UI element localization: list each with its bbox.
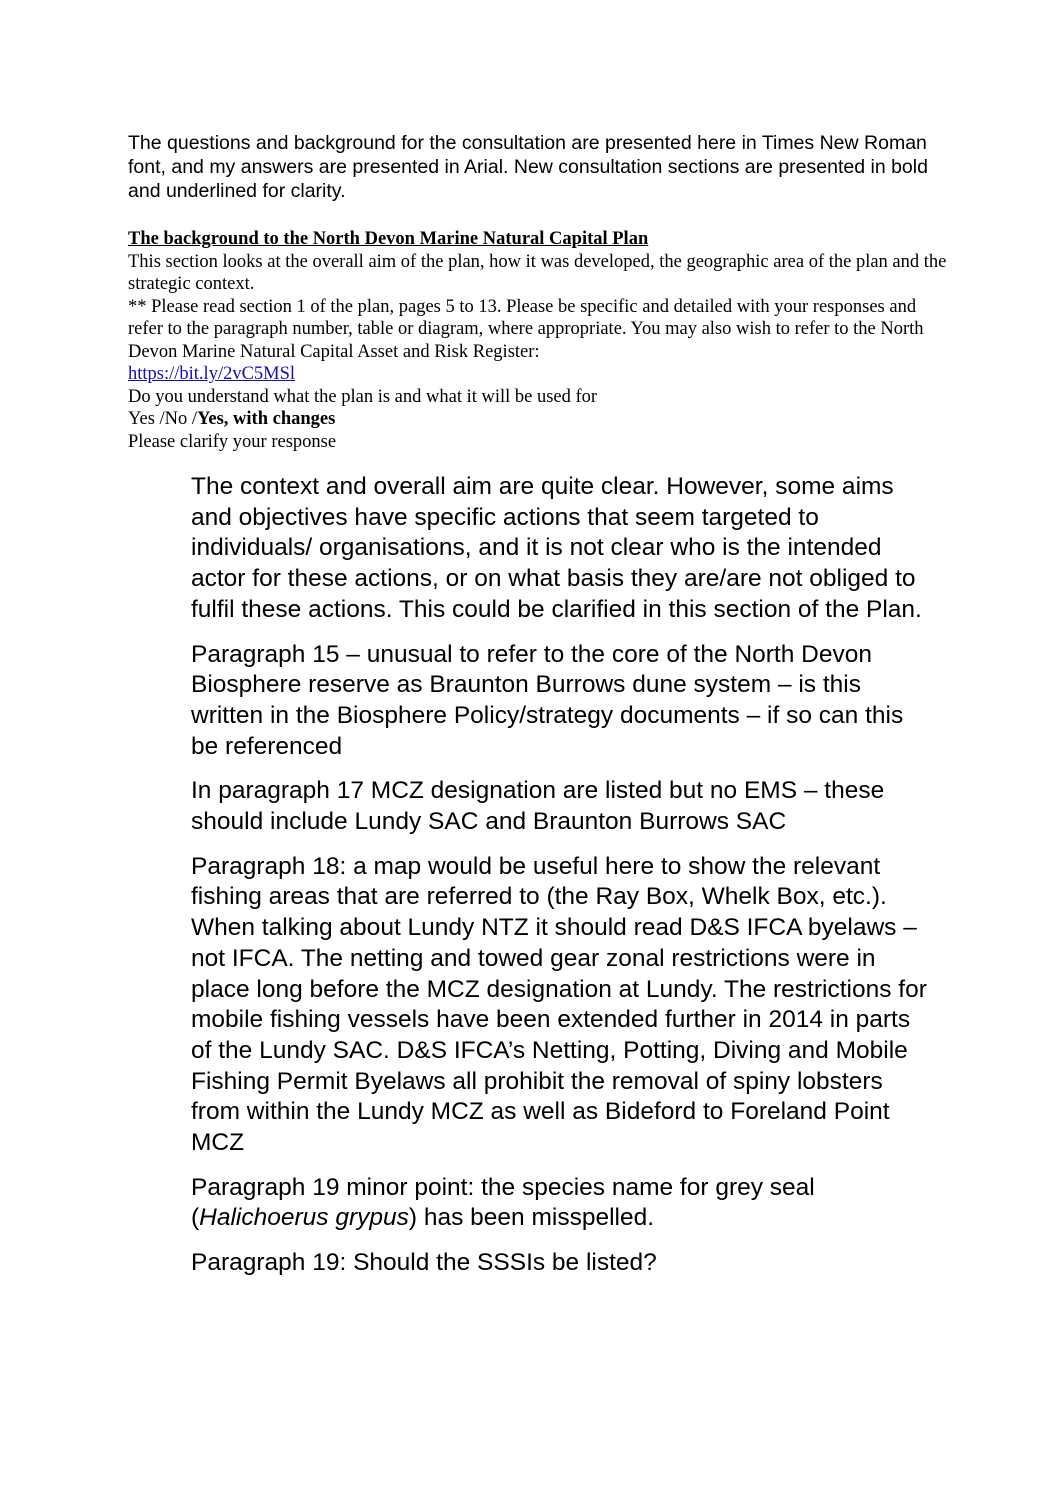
section-question: Do you understand what the plan is and what it will be used for [128, 386, 598, 407]
answer-paragraph-15: Paragraph 15 – unusual to refer to the core of the North Devon Biosphere reserve as Braunton Burrows dune system – is this written in the Biosphere Policy/strategy documents – if so can this be referenced [191, 640, 904, 760]
answer-options-plain: Yes /No / [128, 409, 198, 429]
answer-paragraph-19-sssi: Paragraph 19: Should the SSSIs be listed? [191, 1249, 657, 1277]
answer-paragraph-17: In paragraph 17 MCZ designation are listed but no EMS – these should include Lundy SAC and Braunton Burrows SAC [191, 777, 885, 836]
register-link[interactable]: https://bit.ly/2vC5MSl [128, 364, 296, 384]
response-answers [191, 472, 931, 1293]
intro-paragraph: The questions and background for the consultation are presented here in Times New Roman font, and my answers are presented in Arial. New consultation sections are presented in bold and underlined for clarity. [128, 132, 928, 202]
section-instruction: ** Please read section 1 of the plan, pages 5 to 13. Please be specific and detailed with your responses and refer to the paragraph number, table or diagram, where appropriate. You may also wish to refer to the North Devon Marine Natural Capital Asset and Risk Register: [128, 296, 924, 362]
clarify-prompt: Please clarify your response [128, 431, 337, 452]
answer-options [128, 408, 948, 431]
answer-paragraph-context: The context and overall aim are quite clear. However, some aims and objectives have specific actions that seem targeted to individuals/ organisations, and it is not clear who is the intended actor for these actions, or on what basis they are/are not obliged to fulfil these actions. This could be clarified in this section of the Plan. [191, 473, 922, 623]
answer-paragraph-19-species: Paragraph 19 minor point: the species name for grey seal (Halichoerus grypus) has been misspelled. [191, 1173, 815, 1232]
answer-option-selected: Yes, with changes [197, 409, 336, 429]
species-name: Halichoerus grypus [199, 1204, 409, 1232]
answer-paragraph-18: Paragraph 18: a map would be useful here to show the relevant fishing areas that are referred to (the Ray Box, Whelk Box, etc.). When talking about Lundy NTZ it should read D&S IFCA byelaws – not IFCA. The netting and towed gear zonal restrictions were in place long before the MCZ designation at Lundy. The restrictions for mobile fishing vessels have been extended further in 2014 in parts of the Lundy SAC. D&S IFCA’s Netting, Potting, Diving and Mobile Fishing Permit Byelaws all prohibit the removal of spiny lobsters from within the Lundy MCZ as well as Bideford to Foreland Point MCZ [191, 852, 927, 1157]
consultation-section [128, 228, 948, 453]
section-heading: The background to the North Devon Marine Natural Capital Plan [128, 229, 649, 249]
section-description: This section looks at the overall aim of the plan, how it was developed, the geographic area of the plan and the strategic context. [128, 251, 947, 294]
